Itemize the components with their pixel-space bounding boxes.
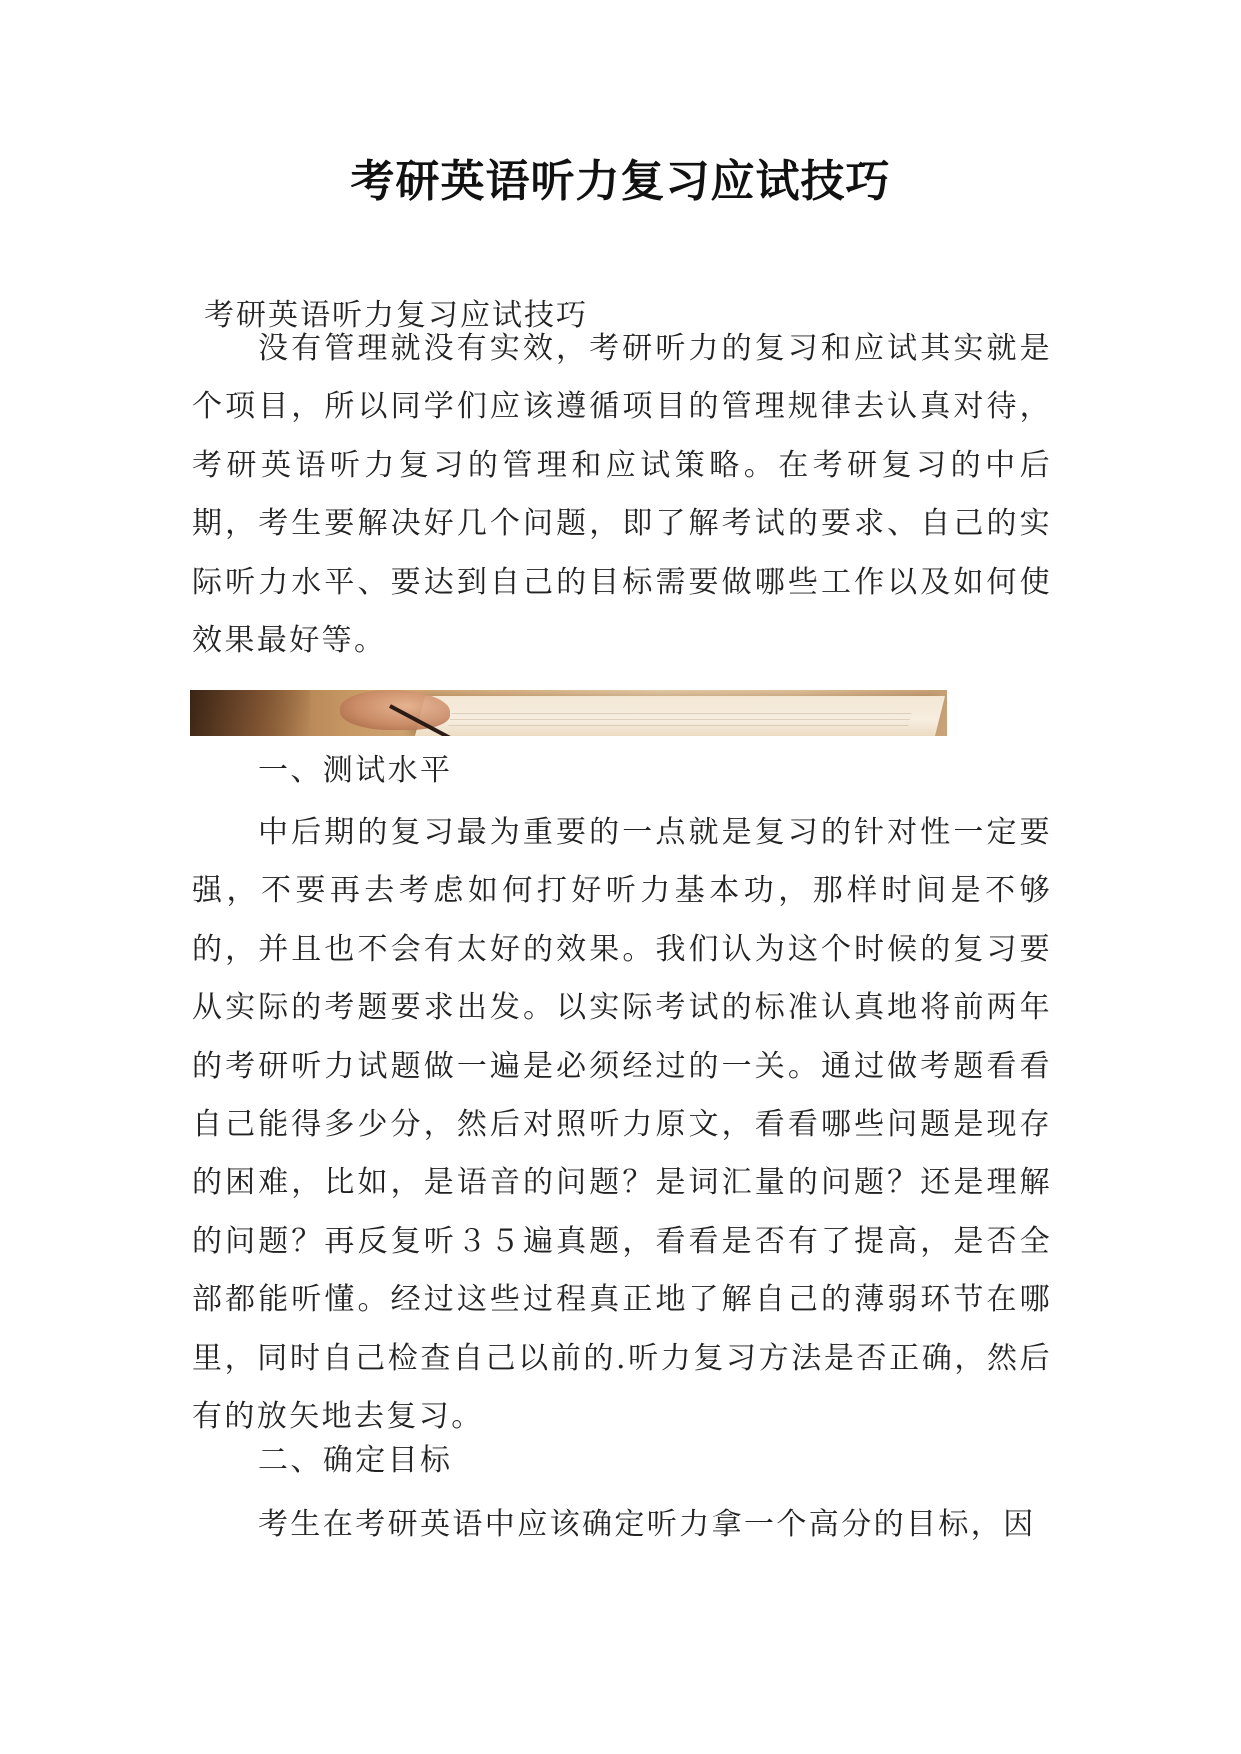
section-heading-1: 一、测试水平 (258, 753, 453, 788)
intro-paragraph: 没有管理就没有实效，考研听力的复习和应试其实就是个项目，所以同学们应该遵循项目的管理规律去认真对待，考研英语听力复习的管理和应试策略。在考研复习的中后期，考生要解决好几个问题，即了解考试的要求、自己的实际听力水平、要达到自己的目标需要做哪些工作以及如何使效果最好等。 (192, 331, 1052, 659)
photo-paper-lines (447, 708, 912, 730)
section-paragraph-2: 考生在考研英语中应该确定听力拿一个高分的目标，因 (258, 1507, 1036, 1542)
document-subtitle: 考研英语听力复习应试技巧 (204, 298, 588, 333)
section-heading-2: 二、确定目标 (258, 1443, 453, 1478)
section-paragraph-1: 中后期的复习最为重要的一点就是复习的针对性一定要强，不要再去考虑如何打好听力基本功，那样时间是不够的，并且也不会有太好的效果。我们认为这个时候的复习要从实际的考题要求出发。以实际考试的标准认真地将前两年的考研听力试题做一遍是必须经过的一关。通过做考题看看自己能得多少分，然后对照听力原文，看看哪些问题是现存的困难，比如，是语音的问题？是词汇量的问题？还是理解的问题？再反复听３５遍真题，看看是否有了提高，是否全部都能听懂。经过这些过程真正地了解自己的薄弱环节在哪里，同时自己检查自己以前的.听力复习方法是否正确，然后有的放矢地去复习。 (192, 815, 1052, 1435)
writing-photo (190, 690, 947, 736)
document-title: 考研英语听力复习应试技巧 (350, 156, 891, 207)
photo-shadow (190, 690, 310, 736)
